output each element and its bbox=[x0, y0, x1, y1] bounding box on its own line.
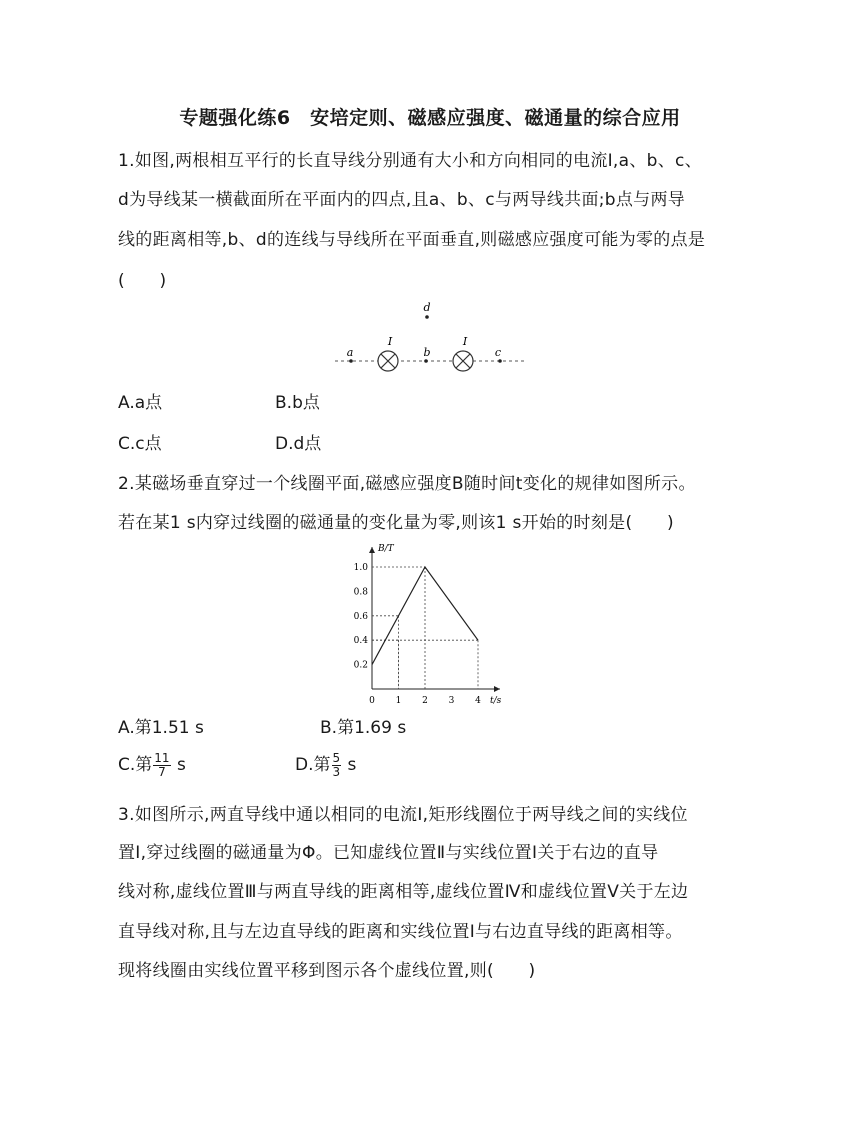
x-axis-label: t/s bbox=[490, 696, 502, 706]
q1-line-1: 1.如图,两根相互平行的长直导线分别通有大小和方向相同的电流I,a、b、c、 bbox=[118, 151, 702, 171]
q1-option-a[interactable]: A.a点 bbox=[118, 393, 163, 413]
q2-option-c[interactable] bbox=[118, 750, 186, 779]
point-d-label: d bbox=[423, 301, 431, 314]
q2-line-1: 2.某磁场垂直穿过一个线圈平面,磁感应强度B随时间t变化的规律如图所示。 bbox=[118, 474, 696, 494]
q1-option-b[interactable]: B.b点 bbox=[275, 393, 320, 413]
y-tick-label: 0.6 bbox=[353, 611, 368, 622]
y-axis-arrow bbox=[369, 547, 375, 553]
x-tick-label: 1 bbox=[395, 696, 402, 706]
q2-line-2: 若在某1 s内穿过线圈的磁通量的变化量为零,则该1 s开始的时刻是( ) bbox=[118, 513, 674, 533]
point-c-label: c bbox=[494, 346, 502, 359]
y-axis-label: B/T bbox=[378, 544, 394, 554]
x-axis-arrow bbox=[494, 686, 500, 692]
fraction-5-3: $\frac{5}{3}$ bbox=[332, 750, 341, 779]
q2-option-a[interactable]: A.第1.51 s bbox=[118, 718, 204, 738]
q3-line-4: 直导线对称,且与左边直导线的距离和实线位置Ⅰ与右边直导线的距离相等。 bbox=[118, 922, 683, 942]
y-tick-label: 0.4 bbox=[353, 636, 368, 647]
y-tick-label: 0.8 bbox=[353, 587, 368, 598]
fraction-11-7: $\frac{11}{7}$ bbox=[154, 750, 170, 779]
current-label-1: I bbox=[387, 335, 393, 348]
q2-option-c-prefix: C.第 bbox=[118, 755, 153, 775]
q1-wire-figure bbox=[330, 295, 530, 375]
point-b-label: b bbox=[423, 346, 431, 359]
current-label-2: I bbox=[462, 335, 468, 348]
q1-option-c[interactable]: C.c点 bbox=[118, 434, 162, 454]
q3-line-1: 3.如图所示,两直导线中通以相同的电流I,矩形线圈位于两导线之间的实线位 bbox=[118, 805, 688, 825]
q1-line-3: 线的距离相等,b、d的连线与导线所在平面垂直,则磁感应强度可能为零的点是 bbox=[118, 230, 706, 250]
q1-line-4: ( ) bbox=[118, 271, 167, 291]
page-title: 专题强化练6 安培定则、磁感应强度、磁通量的综合应用 bbox=[179, 107, 681, 129]
q1-option-d[interactable]: D.d点 bbox=[275, 434, 322, 454]
x-tick-label: 3 bbox=[448, 696, 455, 706]
x-tick-label: 2 bbox=[422, 696, 428, 706]
q3-line-2: 置Ⅰ,穿过线圈的磁通量为Φ。已知虚线位置Ⅱ与实线位置Ⅰ关于右边的直导 bbox=[118, 843, 659, 863]
y-tick-label: 0.2 bbox=[353, 660, 368, 671]
q2-option-b[interactable]: B.第1.69 s bbox=[320, 718, 407, 738]
b-t-graph bbox=[340, 540, 520, 706]
q2-option-d[interactable] bbox=[295, 750, 356, 779]
x-tick-label: 0 bbox=[369, 696, 375, 706]
x-tick-label: 4 bbox=[475, 696, 481, 706]
point-a-label: a bbox=[346, 346, 354, 359]
q2-option-d-suffix: s bbox=[342, 755, 357, 775]
q1-line-2: d为导线某一横截面所在平面内的四点,且a、b、c与两导线共面;b点与两导 bbox=[118, 190, 686, 210]
q2-option-d-prefix: D.第 bbox=[295, 755, 331, 775]
q2-option-c-suffix: s bbox=[171, 755, 186, 775]
q3-line-3: 线对称,虚线位置Ⅲ与两直导线的距离相等,虚线位置Ⅳ和虚线位置Ⅴ关于左边 bbox=[118, 882, 689, 902]
q3-line-5: 现将线圈由实线位置平移到图示各个虚线位置,则( ) bbox=[118, 961, 536, 981]
y-tick-label: 1.0 bbox=[353, 563, 368, 573]
